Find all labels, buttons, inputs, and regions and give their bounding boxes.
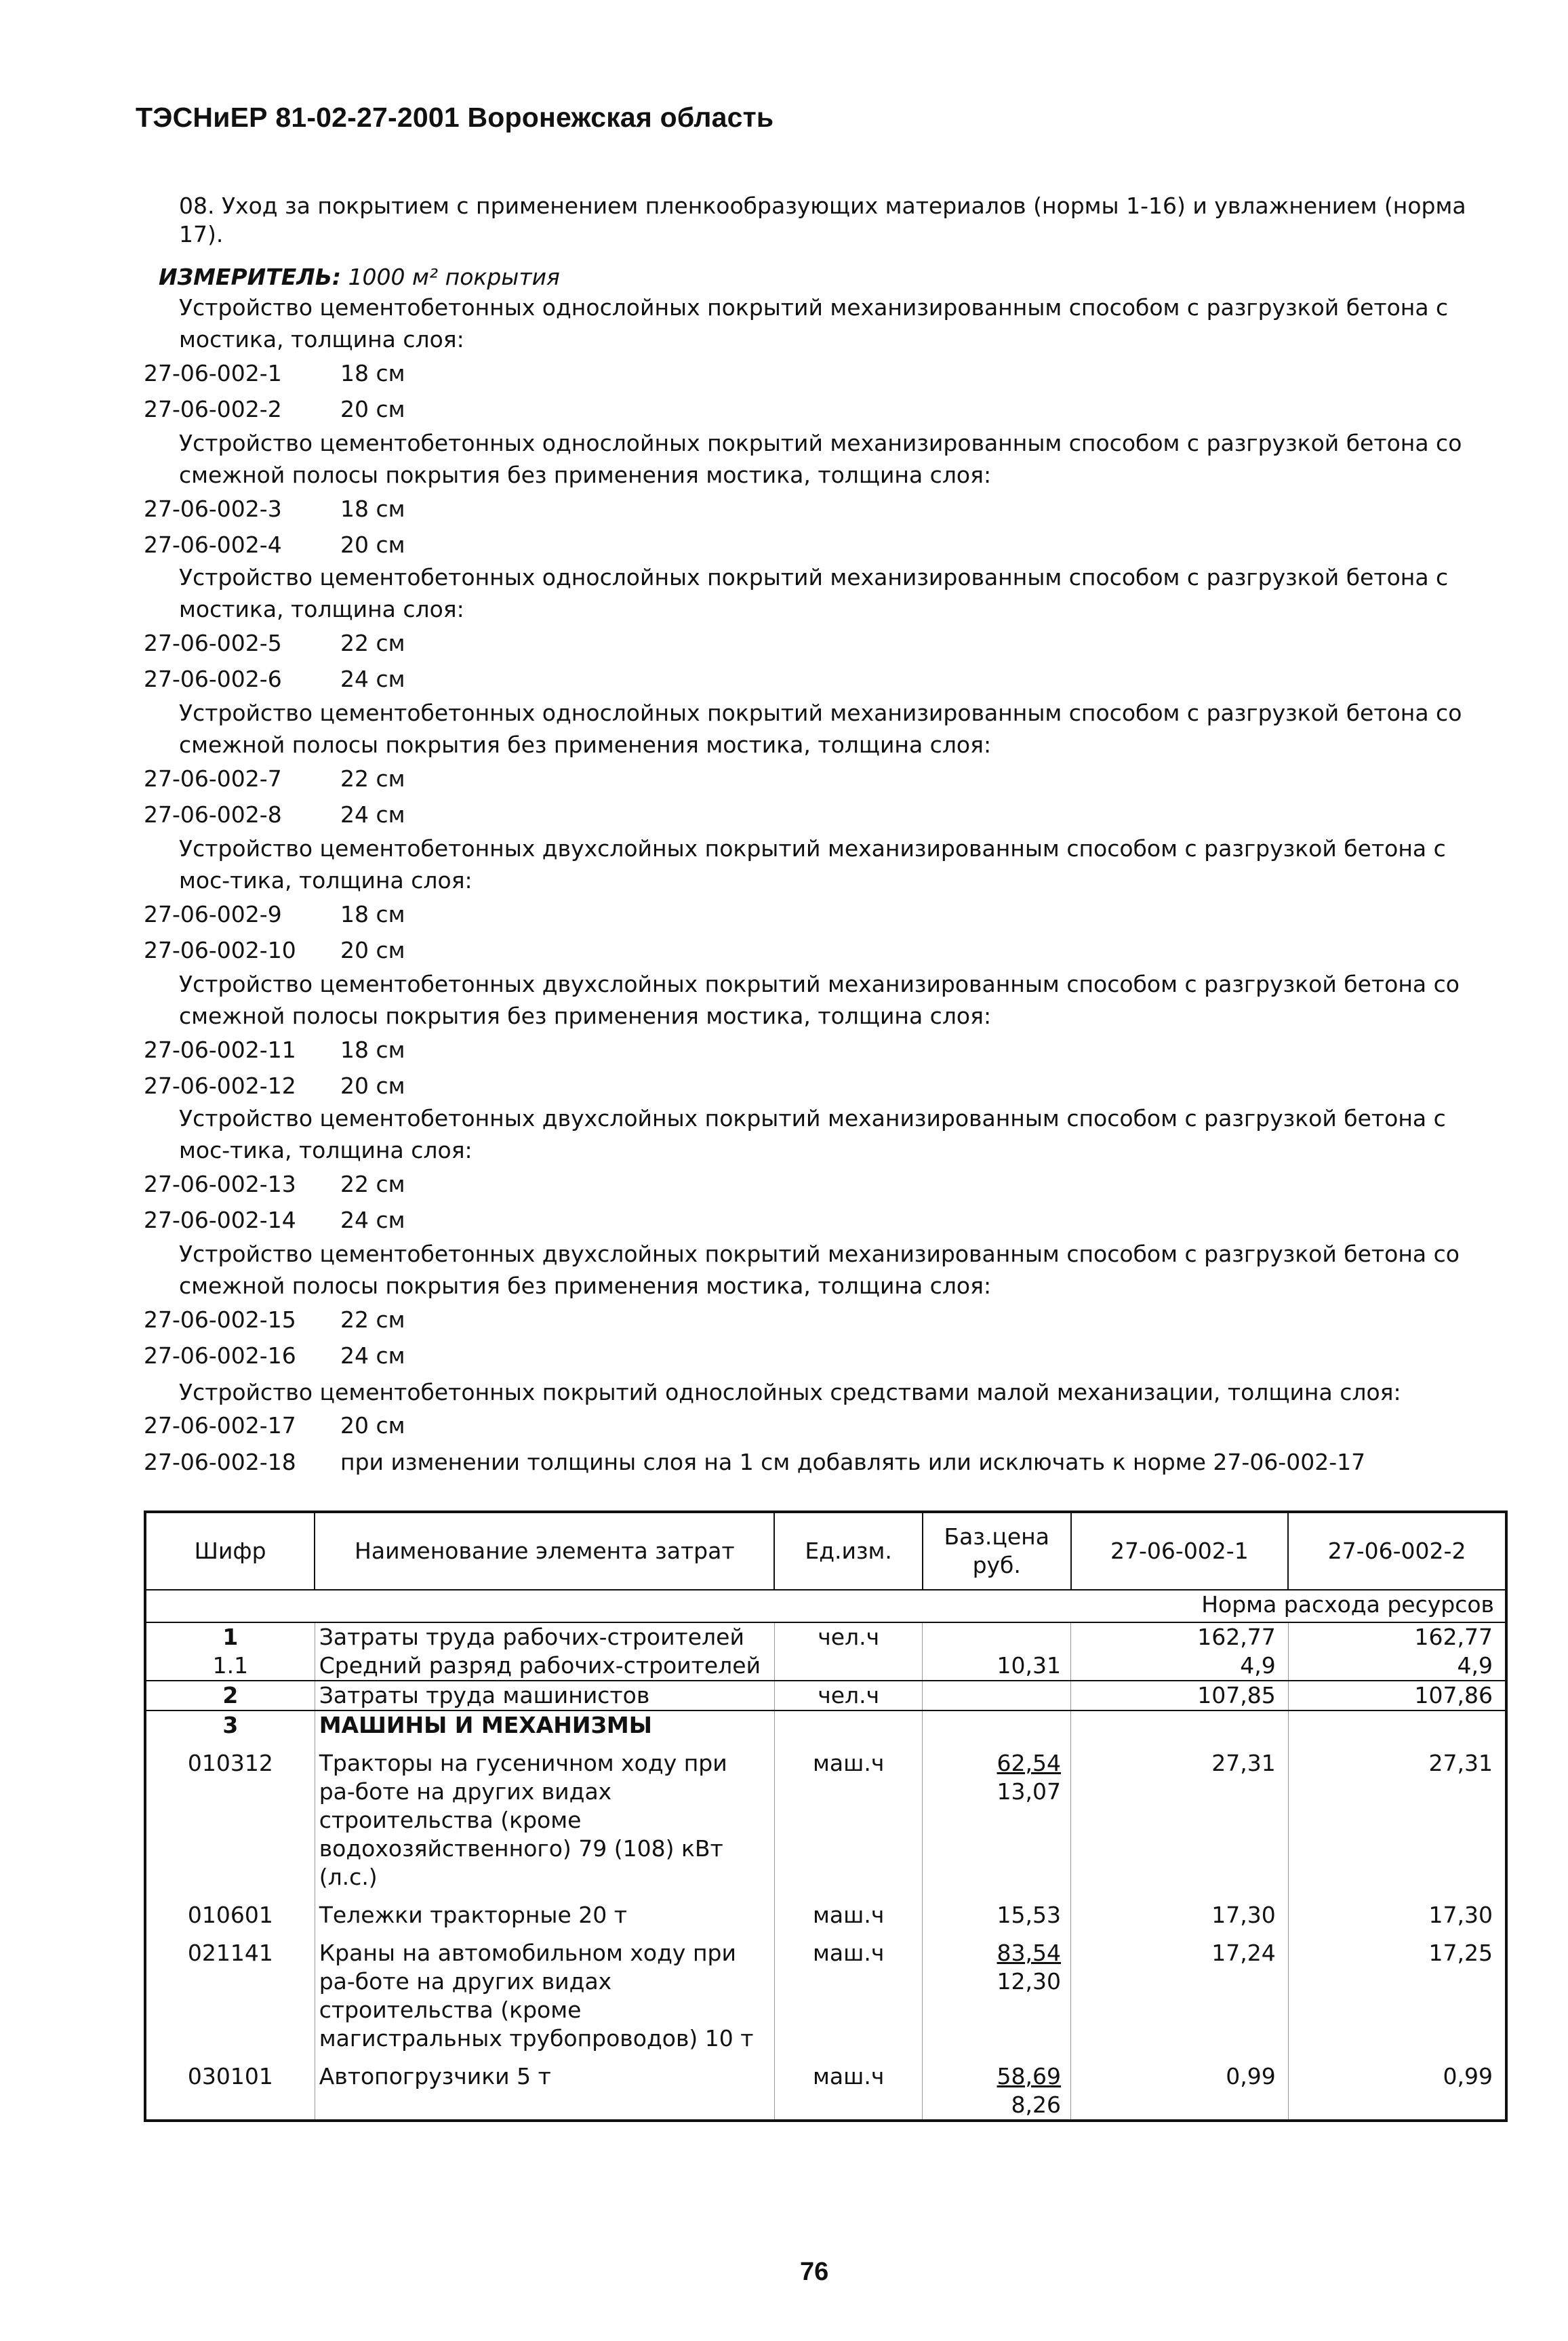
row-value-2: [1288, 1710, 1506, 1740]
row-value-2: 0,99: [1288, 2053, 1506, 2121]
table-row: [145, 1652, 1506, 1681]
header-code: Шифр: [145, 1512, 315, 1590]
row-unit: чел.ч: [774, 1681, 923, 1710]
norm-group-description: Устройство цементобетонных двухслойных покрытий механизированным способом с разгрузкой бетона с мос-тика, толщина слоя:: [179, 835, 1446, 894]
row-value-2: 162,77: [1288, 1622, 1506, 1652]
norm-value: 22 см: [340, 1306, 405, 1333]
norm-row: [144, 1036, 405, 1064]
table-row: [145, 1681, 1506, 1710]
norm-group-description: Устройство цементобетонных двухслойных покрытий механизированным способом с разгрузкой бетона со смежной полосы покрытия без применения мостика, толщина слоя:: [179, 971, 1460, 1029]
section-title: 08. Уход за покрытием с применением пленкообразующих материалов (нормы 1-16) и увлажнением (норма 17).: [179, 193, 1466, 247]
row-price-total: 58,69: [997, 2063, 1062, 2089]
norm-code: 27-06-002-18: [144, 1449, 296, 1475]
norm-code: 27-06-002-12: [144, 1073, 296, 1099]
norm-code: 27-06-002-16: [144, 1342, 296, 1369]
norm-value: 20 см: [340, 532, 405, 558]
norm-value: 24 см: [340, 801, 405, 828]
norm-group-description: Устройство цементобетонных однослойных покрытий механизированным способом с разгрузкой бетона с мостика, толщина слоя:: [179, 564, 1449, 622]
row-price-wage: 13,07: [997, 1778, 1062, 1805]
row-code: 021141: [145, 1929, 315, 2053]
norm-value: 22 см: [340, 630, 405, 656]
norm-code: 27-06-002-1: [144, 360, 282, 386]
norm-row: [144, 1412, 405, 1440]
norm-value: 24 см: [340, 1342, 405, 1369]
header-unit: Ед.изм.: [774, 1512, 923, 1590]
norm-group-description: Устройство цементобетонных однослойных покрытий механизированным способом с разгрузкой бетона с мостика, толщина слоя:: [179, 294, 1449, 353]
table-subheader-row: [145, 1590, 1506, 1622]
row-value-1: [1071, 1710, 1289, 1740]
row-value-1: 17,24: [1071, 1929, 1289, 2053]
table-row: [145, 1740, 1506, 1892]
row-price: [923, 1681, 1071, 1710]
norm-row: [144, 1206, 405, 1235]
norm-value: 24 см: [340, 1207, 405, 1233]
row-value-1: 27,31: [1071, 1740, 1289, 1892]
norm-group-description: Устройство цементобетонных покрытий однослойных средствами малой механизации, толщина слоя:: [179, 1379, 1401, 1405]
norm-row: [144, 900, 405, 929]
norm-row: [144, 665, 405, 694]
norm-row: [144, 495, 405, 523]
row-price: [923, 2053, 1071, 2121]
measure-line: [159, 263, 560, 292]
row-code: 1: [145, 1622, 315, 1652]
row-name: Затраты труда рабочих-строителей: [315, 1622, 774, 1652]
norm-code: 27-06-002-4: [144, 532, 282, 558]
norm-code: 27-06-002-11: [144, 1037, 296, 1063]
norm-row: [144, 1448, 1365, 1477]
row-name: Средний разряд рабочих-строителей: [315, 1652, 774, 1681]
row-unit: маш.ч: [774, 1892, 923, 1929]
row-value-2: 17,30: [1288, 1892, 1506, 1929]
norm-group-description: Устройство цементобетонных однослойных покрытий механизированным способом с разгрузкой бетона со смежной полосы покрытия без применения мостика, толщина слоя:: [179, 430, 1462, 488]
norm-row: [144, 359, 405, 388]
measure-value: 1000 м² покрытия: [348, 264, 560, 290]
row-value-2: 27,31: [1288, 1740, 1506, 1892]
norm-value: 20 см: [340, 937, 405, 963]
row-unit: маш.ч: [774, 1929, 923, 2053]
header-price: Баз.цена руб.: [923, 1512, 1071, 1590]
row-price: [923, 1740, 1071, 1892]
row-value-1: 17,30: [1071, 1892, 1289, 1929]
norm-consumption-label: Норма расхода ресурсов: [145, 1590, 1506, 1622]
norm-code: 27-06-002-14: [144, 1207, 296, 1233]
row-price: [923, 1622, 1071, 1652]
row-price: [923, 1710, 1071, 1740]
row-value-1: 162,77: [1071, 1622, 1289, 1652]
norm-value: 20 см: [340, 1412, 405, 1439]
norm-value: 20 см: [340, 396, 405, 422]
header-norm-1: 27-06-002-1: [1071, 1512, 1289, 1590]
norm-row: [144, 1072, 405, 1100]
norm-row: [144, 801, 405, 829]
norm-code: 27-06-002-13: [144, 1171, 296, 1197]
norm-group-description: Устройство цементобетонных однослойных покрытий механизированным способом с разгрузкой бетона со смежной полосы покрытия без применения мостика, толщина слоя:: [179, 700, 1462, 758]
row-price-total: 62,54: [997, 1750, 1062, 1776]
table-row: [145, 1892, 1506, 1929]
row-price-wage: 12,30: [997, 1968, 1062, 1995]
row-value-2: 107,86: [1288, 1681, 1506, 1710]
norm-row: [144, 765, 405, 793]
norm-code: 27-06-002-17: [144, 1412, 296, 1439]
row-code: 3: [145, 1710, 315, 1740]
norm-value: 24 см: [340, 666, 405, 692]
norm-value: при изменении толщины слоя на 1 см добавлять или исключать к норме 27-06-002-17: [340, 1449, 1366, 1475]
header-norm-2: 27-06-002-2: [1288, 1512, 1506, 1590]
row-value-1: 4,9: [1071, 1652, 1289, 1681]
norm-code: 27-06-002-10: [144, 937, 296, 963]
norm-group-description: Устройство цементобетонных двухслойных покрытий механизированным способом с разгрузкой бетона с мос-тика, толщина слоя:: [179, 1105, 1446, 1163]
row-price: 10,31: [923, 1652, 1071, 1681]
header-name: Наименование элемента затрат: [315, 1512, 774, 1590]
row-name: Тележки тракторные 20 т: [315, 1892, 774, 1929]
row-name: Тракторы на гусеничном ходу при ра-боте на других видах строительства (кроме водохозяйственного) 79 (108) кВт (л.с.): [315, 1740, 774, 1892]
resource-table: [144, 1510, 1508, 2122]
table-header-row: [145, 1512, 1506, 1590]
norm-row: [144, 1306, 405, 1334]
row-name: МАШИНЫ И МЕХАНИЗМЫ: [315, 1710, 774, 1740]
row-value-1: 0,99: [1071, 2053, 1289, 2121]
row-price: [923, 1929, 1071, 2053]
norm-value: 22 см: [340, 765, 405, 792]
row-unit: [774, 1652, 923, 1681]
row-value-2: 17,25: [1288, 1929, 1506, 2053]
row-code: 030101: [145, 2053, 315, 2121]
norm-row: [144, 936, 405, 965]
norm-row: [144, 1342, 405, 1370]
norm-code: 27-06-002-7: [144, 765, 282, 792]
norm-code: 27-06-002-5: [144, 630, 282, 656]
measure-label: ИЗМЕРИТЕЛЬ:: [159, 264, 342, 290]
row-price-total: 83,54: [997, 1940, 1062, 1966]
norm-row: [144, 395, 405, 424]
norm-value: 20 см: [340, 1073, 405, 1099]
norm-code: 27-06-002-6: [144, 666, 282, 692]
page-header-title: ТЭСНиЕР 81-02-27-2001 Воронежская область: [136, 102, 774, 133]
row-name: Затраты труда машинистов: [315, 1681, 774, 1710]
row-price-wage: 8,26: [1011, 2092, 1062, 2118]
norm-code: 27-06-002-3: [144, 496, 282, 522]
row-unit: маш.ч: [774, 1740, 923, 1892]
row-value-2: 4,9: [1288, 1652, 1506, 1681]
row-price: 15,53: [923, 1892, 1071, 1929]
norm-code: 27-06-002-15: [144, 1306, 296, 1333]
page-number: 76: [800, 2258, 829, 2286]
norm-group-description: Устройство цементобетонных двухслойных покрытий механизированным способом с разгрузкой бетона со смежной полосы покрытия без применения мостика, толщина слоя:: [179, 1241, 1460, 1299]
row-value-1: 107,85: [1071, 1681, 1289, 1710]
row-code: 2: [145, 1681, 315, 1710]
norm-value: 18 см: [340, 901, 405, 927]
row-name: Краны на автомобильном ходу при ра-боте на других видах строительства (кроме магистральных трубопроводов) 10 т: [315, 1929, 774, 2053]
norm-value: 18 см: [340, 496, 405, 522]
table-row: [145, 2053, 1506, 2121]
norm-value: 22 см: [340, 1171, 405, 1197]
norm-code: 27-06-002-2: [144, 396, 282, 422]
row-unit: чел.ч: [774, 1622, 923, 1652]
row-unit: маш.ч: [774, 2053, 923, 2121]
row-name: Автопогрузчики 5 т: [315, 2053, 774, 2121]
norm-code: 27-06-002-8: [144, 801, 282, 828]
norm-row: [144, 629, 405, 658]
norm-value: 18 см: [340, 1037, 405, 1063]
row-code: 1.1: [145, 1652, 315, 1681]
norm-row: [144, 1170, 405, 1199]
row-code: 010312: [145, 1740, 315, 1892]
table-row: [145, 1929, 1506, 2053]
norm-code: 27-06-002-9: [144, 901, 282, 927]
table-row: [145, 1710, 1506, 1740]
row-unit: [774, 1710, 923, 1740]
row-code: 010601: [145, 1892, 315, 1929]
table-row: [145, 1622, 1506, 1652]
norm-value: 18 см: [340, 360, 405, 386]
norm-row: [144, 531, 405, 559]
